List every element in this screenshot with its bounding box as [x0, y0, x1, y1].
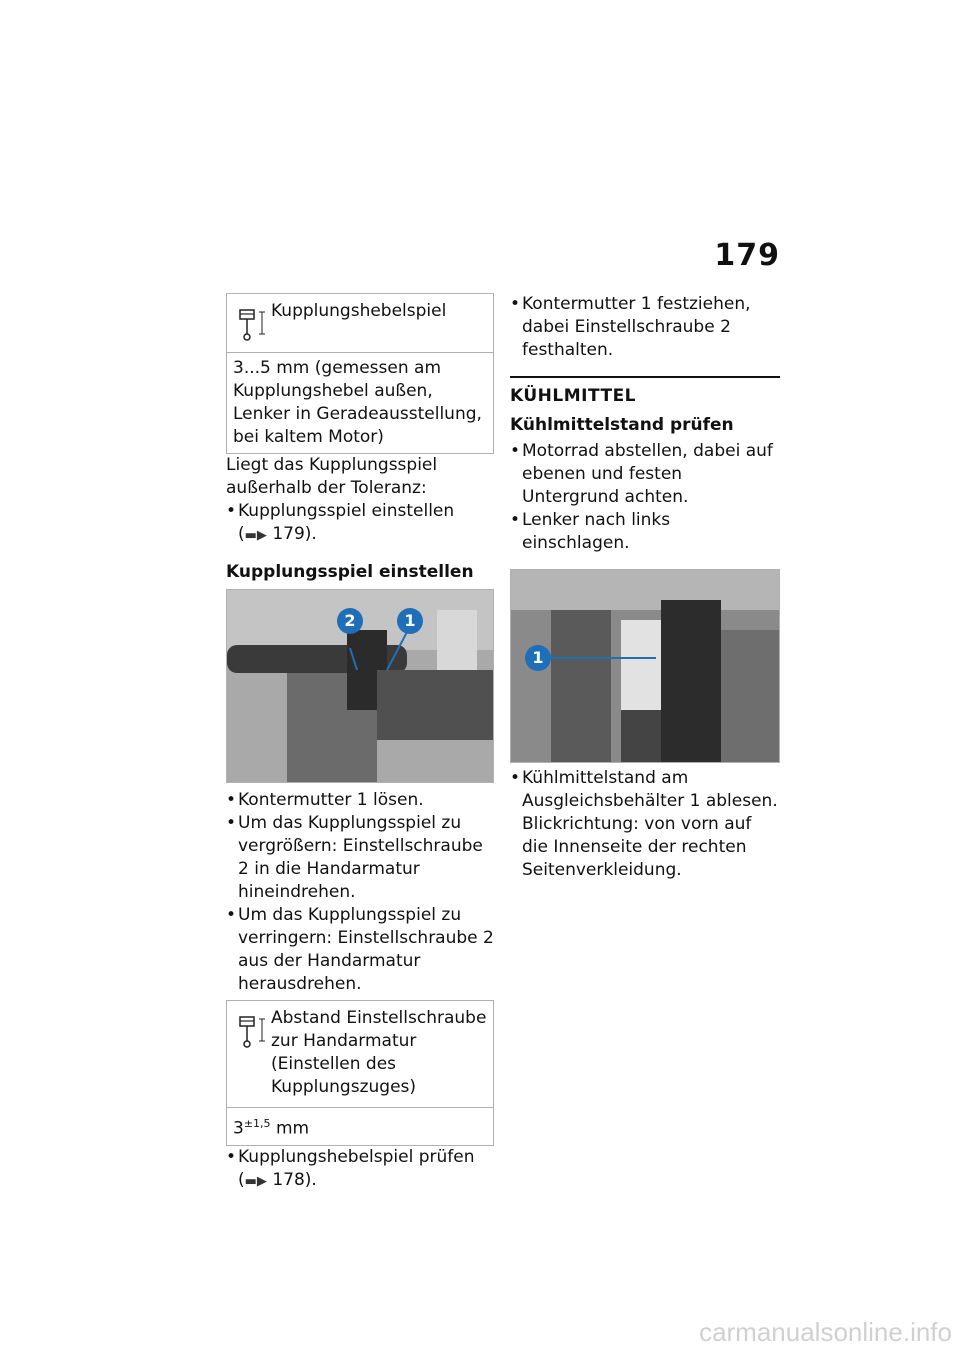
watermark: carmanualsonline.info — [699, 1317, 952, 1347]
list-item: • Kühlmittelstand am Ausgleichsbehälter 1 ablesen. Blickrichtung: von vorn auf die Innenseite der rechten Seitenverkleidung. — [510, 768, 778, 880]
list-item: • Lenker nach links einschlagen. — [510, 510, 671, 553]
paragraph-tolerance: Liegt das Kupplungsspiel außerhalb der Toleranz: — [226, 455, 438, 498]
section-title: KÜHLMITTEL — [510, 386, 637, 406]
callout-1: 1 — [397, 608, 423, 634]
list-item: • Kupplungsspiel einstellen (▬▶ 179). — [226, 500, 494, 547]
bullet-dot: • — [226, 501, 237, 521]
list-item: • Um das Kupplungsspiel zu vergrößern: Einstellschraube 2 in die Handarmatur hineindrehen. — [226, 813, 483, 902]
spec-title: Kupplungshebelspiel — [271, 301, 447, 321]
right-column — [510, 293, 780, 882]
spec-box-clutch-play — [226, 293, 494, 454]
page-reference-link[interactable]: (▬▶ 179). — [238, 524, 317, 544]
list-item: • Kupplungshebelspiel prüfen (▬▶ 178). — [226, 1146, 494, 1193]
spec-title: Abstand Einstellschraube zur Handarmatur (Einstellen des Kupplungszuges) — [271, 1008, 487, 1097]
photo-clutch-adjustment — [226, 589, 494, 783]
section-divider — [510, 376, 780, 378]
spec-box-adjuster-distance — [226, 1000, 494, 1146]
subheading: Kühlmittelstand prüfen — [510, 415, 734, 435]
list-item: • Motorrad abstellen, dabei auf ebenen und festen Untergrund achten. — [510, 441, 773, 507]
arrow-right-icon: ▬▶ — [244, 528, 267, 543]
list-item: • Um das Kupplungsspiel zu verringern: Einstellschraube 2 aus der Handarmatur herausdrehen. — [226, 905, 494, 994]
arrow-right-icon: ▬▶ — [244, 1173, 267, 1189]
list-item: • Kontermutter 1 festziehen, dabei Einstellschraube 2 festhalten. — [510, 294, 751, 360]
page-reference-link[interactable]: (▬▶ 178). — [238, 1169, 317, 1190]
callout-1: 1 — [525, 645, 551, 671]
left-column — [226, 293, 494, 1193]
measurement-icon — [231, 1007, 271, 1051]
measurement-icon — [231, 300, 271, 344]
coolant-photo-illustration — [511, 570, 780, 763]
page-number: 179 — [714, 238, 780, 273]
spec-value: 3...5 mm (gemessen am Kupplungshebel außen, Lenker in Geradeausstellung, bei kaltem Motor) — [227, 352, 493, 453]
spec-value: $3^{\pm 1,5}$ mm — [227, 1107, 493, 1145]
callout-2: 2 — [337, 608, 363, 634]
photo-coolant-reservoir — [510, 569, 780, 763]
list-item: • Kontermutter 1 lösen. — [226, 790, 424, 810]
section-heading: Kupplungsspiel einstellen — [226, 562, 474, 582]
